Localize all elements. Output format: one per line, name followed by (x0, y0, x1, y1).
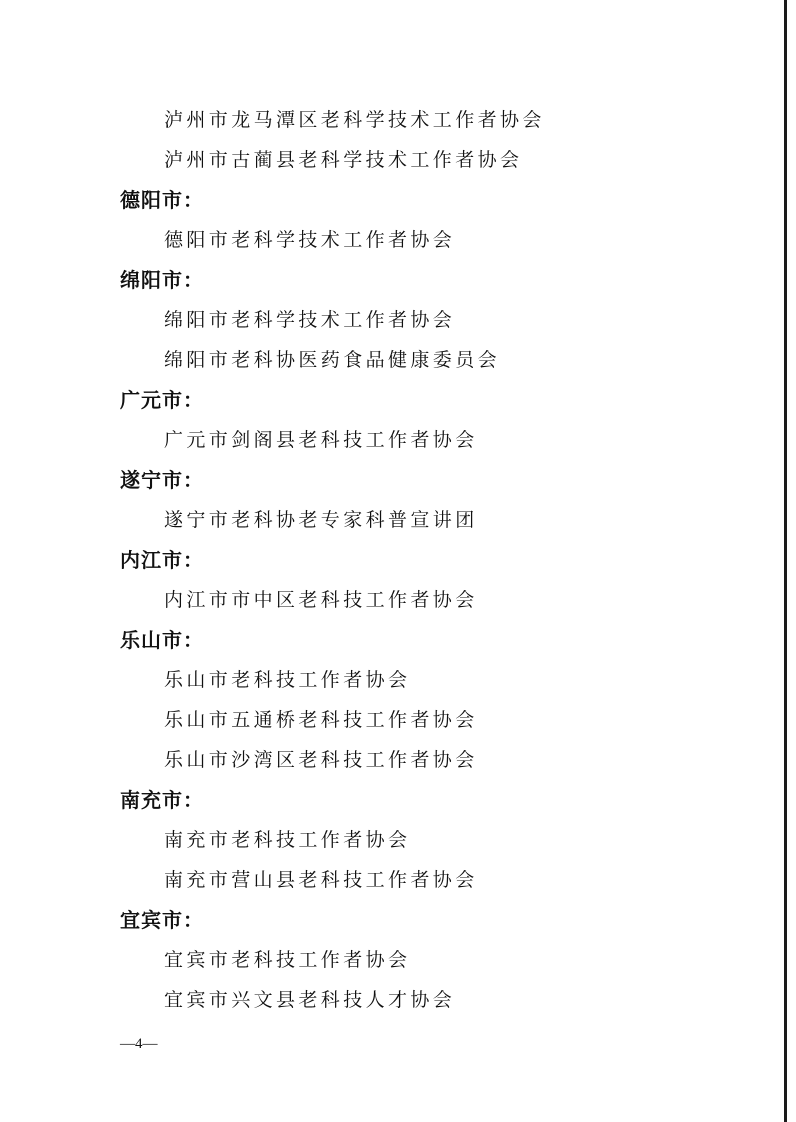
organization-name: 德阳市老科学技术工作者协会 (164, 229, 456, 251)
organization-name: 南充市营山县老科技工作者协会 (164, 869, 478, 891)
organization-name: 宜宾市老科技工作者协会 (164, 949, 411, 971)
city-heading: 乐山市： (120, 628, 204, 652)
organization-name: 广元市剑阁县老科技工作者协会 (164, 429, 478, 451)
organization-name: 绵阳市老科学技术工作者协会 (164, 309, 456, 331)
organization-name: 宜宾市兴文县老科技人才协会 (164, 989, 456, 1011)
organization-name: 泸州市古蔺县老科学技术工作者协会 (164, 149, 523, 171)
city-heading: 绵阳市： (120, 268, 204, 292)
organization-list (0, 100, 780, 1020)
organization-name: 乐山市五通桥老科技工作者协会 (164, 709, 478, 731)
city-heading: 德阳市： (120, 188, 204, 212)
city-heading: 宜宾市： (120, 908, 204, 932)
organization-name: 泸州市龙马潭区老科学技术工作者协会 (164, 109, 545, 131)
page-edge-divider (784, 0, 787, 1122)
organization-name: 绵阳市老科协医药食品健康委员会 (164, 349, 501, 371)
city-heading: 南充市： (120, 788, 204, 812)
city-heading: 内江市： (120, 548, 204, 572)
city-heading: 遂宁市： (120, 468, 204, 492)
page-number: —4— (120, 1036, 158, 1052)
city-heading: 广元市： (120, 388, 204, 412)
organization-name: 内江市市中区老科技工作者协会 (164, 589, 478, 611)
organization-name: 遂宁市老科协老专家科普宣讲团 (164, 509, 478, 531)
organization-name: 乐山市沙湾区老科技工作者协会 (164, 749, 478, 771)
organization-name: 南充市老科技工作者协会 (164, 829, 411, 851)
organization-name: 乐山市老科技工作者协会 (164, 669, 411, 691)
